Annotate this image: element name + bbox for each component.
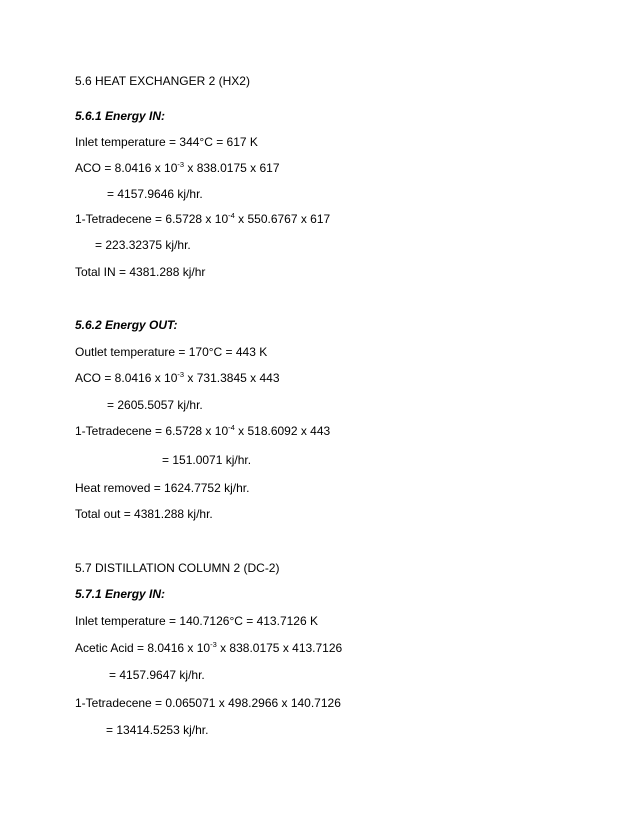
aco-result-out: = 2605.5057 kj/hr. xyxy=(107,398,203,412)
tetradecene-out-exponent: -4 xyxy=(228,423,235,432)
inlet-temperature-line: Inlet temperature = 344°C = 617 K xyxy=(75,135,258,149)
tetradecene-equation-in xyxy=(75,212,330,226)
aco-equation-out xyxy=(75,371,280,385)
section-heading-dc2: 5.7 DISTILLATION COLUMN 2 (DC-2) xyxy=(75,561,280,575)
heat-removed-line: Heat removed = 1624.7752 kj/hr. xyxy=(75,481,250,495)
subsection-heading-hx2-energy-in: 5.6.1 Energy IN: xyxy=(75,109,166,123)
tetradecene-out-prefix: 1-Tetradecene = 6.5728 x 10 xyxy=(75,424,229,438)
dc2-tetradecene-result: = 13414.5253 kj/hr. xyxy=(106,723,209,737)
aco-in-prefix: ACO = 8.0416 x 10 xyxy=(75,161,178,175)
dc2-tetradecene-equation: 1-Tetradecene = 0.065071 x 498.2966 x 140.7126 xyxy=(75,696,341,710)
aco-out-prefix: ACO = 8.0416 x 10 xyxy=(75,371,178,385)
aco-in-exponent: -3 xyxy=(177,160,185,169)
tetradecene-in-suffix: x 550.6767 x 617 xyxy=(234,212,331,226)
subsection-heading-hx2-energy-out: 5.6.2 Energy OUT: xyxy=(75,318,178,332)
acetic-acid-suffix: x 838.0175 x 413.7126 xyxy=(216,641,343,655)
subsection-heading-dc2-energy-in: 5.7.1 Energy IN: xyxy=(75,587,166,601)
tetradecene-equation-out xyxy=(75,424,330,438)
section-heading-hx2: 5.6 HEAT EXCHANGER 2 (HX2) xyxy=(75,74,250,88)
aco-out-exponent: -3 xyxy=(177,370,185,379)
tetradecene-result-out: = 151.0071 kj/hr. xyxy=(162,453,252,467)
acetic-acid-result: = 4157.9647 kj/hr. xyxy=(109,668,205,682)
total-out-line: Total out = 4381.288 kj/hr. xyxy=(75,507,213,521)
outlet-temperature-line: Outlet temperature = 170°C = 443 K xyxy=(75,345,268,359)
aco-result-in: = 4157.9646 kj/hr. xyxy=(107,187,203,201)
tetradecene-result-in: = 223.32375 kj/hr. xyxy=(95,238,191,252)
aco-in-suffix: x 838.0175 x 617 xyxy=(184,161,280,175)
tetradecene-in-exponent: -4 xyxy=(228,211,235,220)
acetic-acid-prefix: Acetic Acid = 8.0416 x 10 xyxy=(75,641,211,655)
aco-equation-in xyxy=(75,161,280,175)
tetradecene-in-prefix: 1-Tetradecene = 6.5728 x 10 xyxy=(75,212,229,226)
tetradecene-out-suffix: x 518.6092 x 443 xyxy=(234,424,331,438)
acetic-acid-equation xyxy=(75,641,342,655)
dc2-inlet-temperature-line: Inlet temperature = 140.7126°C = 413.7126 K xyxy=(75,614,318,628)
acetic-acid-exponent: -3 xyxy=(210,640,217,649)
total-in-line: Total IN = 4381.288 kj/hr xyxy=(75,265,206,279)
aco-out-suffix: x 731.3845 x 443 xyxy=(184,371,280,385)
